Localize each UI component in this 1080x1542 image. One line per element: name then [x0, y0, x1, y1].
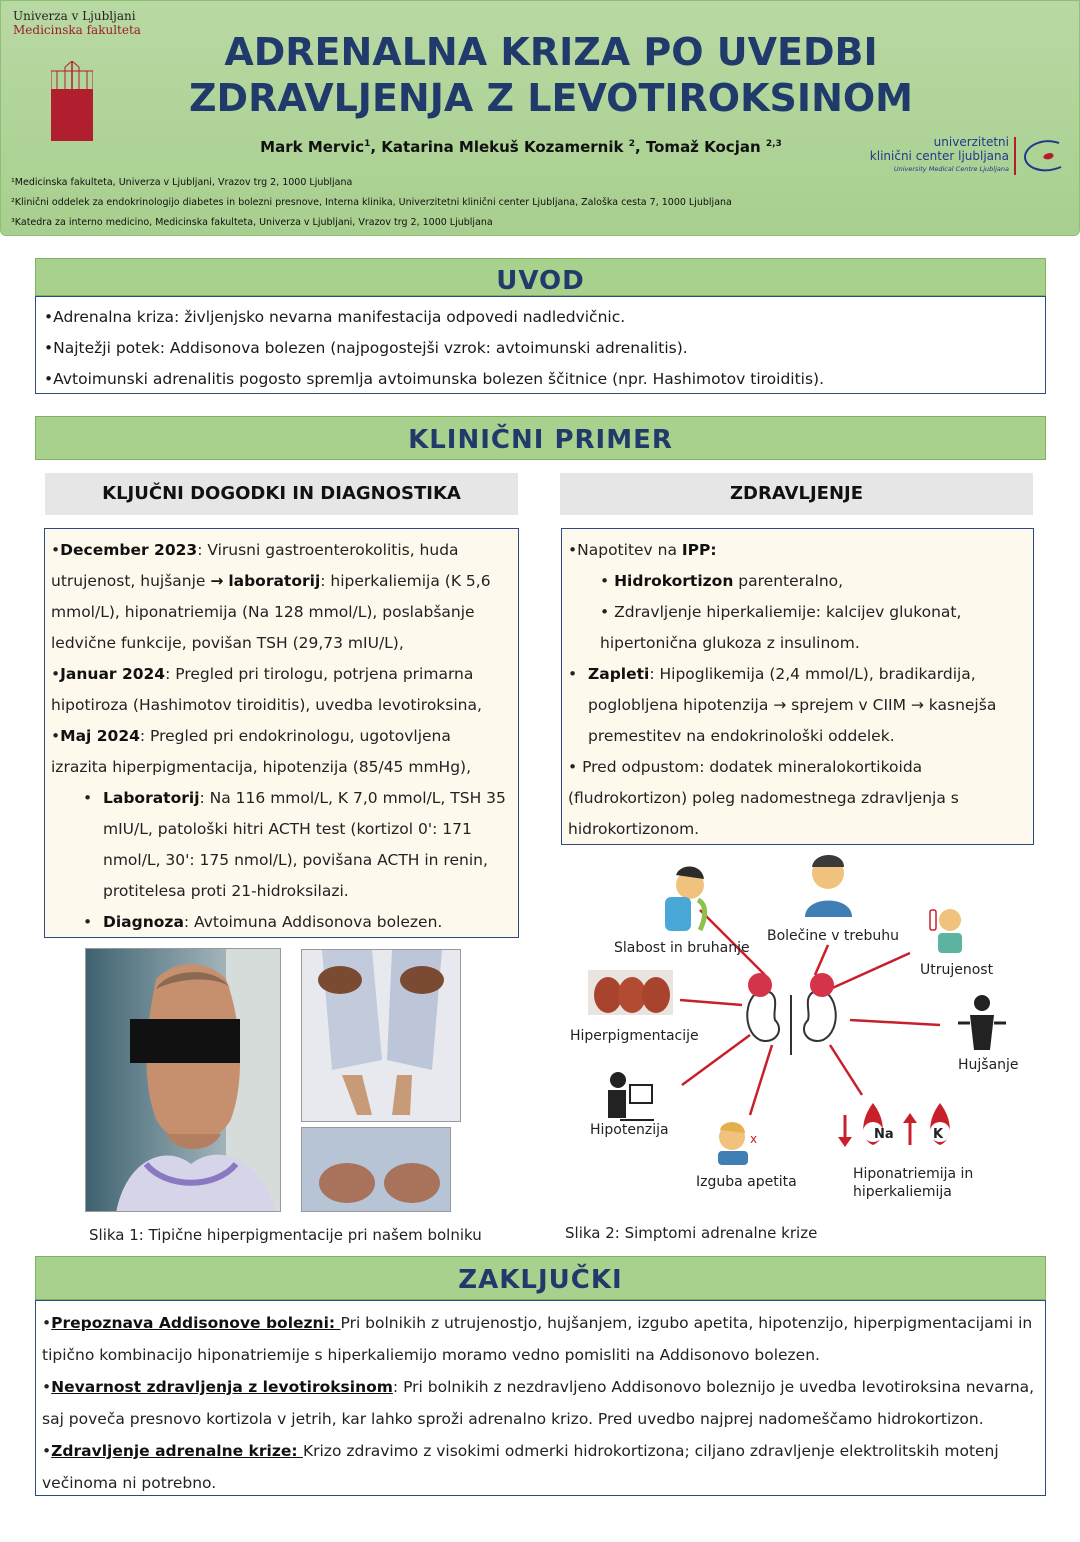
patient-hands-image: [302, 950, 461, 1122]
pigmented-hands-icon: [588, 970, 673, 1015]
author-3: , Tomaž Kocjan: [634, 138, 766, 156]
lab-label: Laboratorij: [103, 789, 200, 807]
conclusion-2: •Nevarnost zdravljenja z levotiroksinom: Pri bolnikih z nezdravljeno Addisonovo boleznijo je uvedba levotiroksina nevarna, saj poveča presnovo kortizola v jetrih, kar lahko sproži adrenalno krizo. Pred uvedbo najprej nadomeščamo hidrokortizon.: [42, 1378, 1035, 1428]
event-may: •Maj 2024: Pregled pri endokrinologu, ugotovljena izrazita hiperpigmentacija, hipotenzija (85/45 mmHg),: [51, 727, 472, 776]
key-events-heading: KLJUČNI DOGODKI IN DIAGNOSTIKA: [45, 473, 518, 515]
symptom-abdominal-pain: Bolečine v trebuhu: [767, 928, 899, 944]
kidneys-icon: [747, 973, 835, 1055]
conclusions-heading: ZAKLJUČKI: [35, 1256, 1046, 1300]
author-1: Mark Mervic: [260, 138, 365, 156]
diagnosis-label: Diagnoza: [103, 913, 184, 931]
december-label: December 2023: [60, 541, 198, 559]
faculty-crest-icon: [51, 61, 93, 141]
patient-palms-photo: [301, 1127, 451, 1212]
university-name: Univerza v Ljubljani: [13, 9, 136, 23]
symptom-electrolytes: [853, 1165, 973, 1201]
hydrocortisone-text: parenteralno,: [733, 572, 844, 590]
title-line-1: ADRENALNA KRIZA PO UVEDBI: [224, 30, 878, 74]
treatment-ipp: [568, 535, 1027, 566]
patient-hands-photo: [301, 949, 461, 1122]
svg-text:x: x: [750, 1132, 758, 1146]
ipp-label: IPP:: [681, 541, 717, 559]
poster-header: [0, 0, 1080, 236]
weight-loss-icon: [958, 995, 1006, 1050]
ukc-mark-icon: [1011, 133, 1067, 179]
potassium-label: K: [933, 1127, 944, 1142]
treatment-discharge: • Pred odpustom: dodatek mineralokortikoida (fludrokortizon) poleg nadomestnega zdravljenja s hidrokortizonom.: [568, 758, 959, 838]
uvod-heading: UVOD: [35, 258, 1046, 296]
appetite-loss-icon: [718, 1122, 757, 1165]
author-2: , Katarina Mlekuš Kozamernik: [370, 138, 629, 156]
december-text: : Virusni gastroenterokolitis, huda utrujenost, hujšanje: [51, 541, 459, 590]
symptom-electrolytes-line-1: Hiponatriemija in: [853, 1166, 974, 1182]
diagnosis-bullet: • Diagnoza: Avtoimuna Addisonova bolezen.: [83, 913, 443, 931]
hydrocortisone-label: Hidrokortizon: [614, 572, 734, 590]
treatment-hydrocortisone: • Hidrokortizon parenteralno,: [600, 572, 844, 590]
symptom-hyperpigmentation: Hiperpigmentacije: [570, 1028, 699, 1044]
conclusion-3-text: Krizo zdravimo z visokimi odmerki hidrokortizona; ciljano zdravljenje elektrolitskih motenj večinoma ni potrebno.: [42, 1442, 999, 1492]
symptom-hypotension: Hipotenzija: [590, 1122, 669, 1138]
affiliation-3: ³Katedra za interno medicino, Medicinska fakulteta, Univerza v Ljubljani, Vrazov trg 2, 1000 Ljubljana: [11, 217, 493, 228]
conclusion-1-text: Pri bolnikih z utrujenostjo, hujšanjem, izgubo apetita, hipotenzijo, hiperpigmentacijami in tipično kombinacijo hiponatriemije s hiperkaliemijo moramo vedno pomisliti na Addisonovo bolezen.: [42, 1314, 1033, 1364]
hyperkalemia-text: Zdravljenje hiperkaliemije: kalcijev glukonat, hipertonična glukoza z insulinom.: [600, 603, 962, 652]
conclusion-2-text: : Pri bolnikih z nezdravljeno Addisonovo boleznijo je uvedba levotiroksina nevarna, saj poveča presnovo kortizola v jetrih, kar lahko sproži adrenalno krizo. Pred uvedbo najprej nadomeščamo hidrokortizon.: [42, 1378, 1035, 1428]
sodium-label: Na: [874, 1127, 894, 1142]
january-text: : Pregled pri tirologu, potrjena primarna hipotiroza (Hashimotov tiroiditis), uvedba levotiroksina,: [51, 665, 482, 714]
affiliation-1: ¹Medicinska fakulteta, Univerza v Ljubljani, Vrazov trg 2, 1000 Ljubljana: [11, 177, 353, 188]
patient-face-image: [86, 949, 281, 1212]
ukc-logo: [861, 133, 1071, 183]
event-december: •December 2023: Virusni gastroenterokolitis, huda utrujenost, hujšanje → laboratorij: hiperkaliemija (K 5,6 mmol/L), hiponatriemija (Na 128 mmol/L), poslabšanje ledvične funkcije, povišan TSH (29,73 mIU/L),: [51, 541, 491, 652]
patient-face-photo: [85, 948, 281, 1212]
may-text: : Pregled pri endokrinologu, ugotovljena izrazita hiperpigmentacija, hipotenzija (85/45 mmHg),: [51, 727, 472, 776]
anonymization-bar: [130, 1019, 240, 1063]
abdominal-pain-icon: [805, 855, 852, 917]
treatment-heading: ZDRAVLJENJE: [560, 473, 1033, 515]
event-january: •Januar 2024: Pregled pri tirologu, potrjena primarna hipotiroza (Hashimotov tiroiditis), uvedba levotiroksina,: [51, 665, 482, 714]
ukc-line-1: univerzitetni: [933, 135, 1009, 149]
author-1-sup: 1: [364, 139, 371, 149]
ukc-line-2: klinični center ljubljana: [869, 149, 1009, 163]
fatigue-icon: [930, 909, 962, 953]
klinicni-heading: KLINIČNI PRIMER: [35, 416, 1046, 460]
december-lab-label: laboratorij: [228, 572, 321, 590]
uvod-box: [35, 296, 1046, 394]
complications-label: Zapleti: [588, 665, 650, 683]
title-line-2: ZDRAVLJENJA Z LEVOTIROKSINOM: [189, 76, 913, 120]
ipp-text: •Napotitev na: [568, 541, 682, 559]
may-label: Maj 2024: [60, 727, 140, 745]
nausea-icon: [665, 866, 705, 931]
figure-1-caption: Slika 1: Tipične hiperpigmentacije pri našem bolniku: [89, 1226, 482, 1244]
ukc-line-3: University Medical Centre Ljubljana: [893, 165, 1009, 173]
symptom-appetite-loss: Izguba apetita: [696, 1174, 797, 1190]
symptom-fatigue: Utrujenost: [920, 962, 994, 978]
symptom-electrolytes-line-2: hiperkaliemija: [853, 1184, 952, 1200]
uvod-item-1: •Adrenalna kriza: življenjsko nevarna manifestacija odpovedi nadledvičnic.: [44, 308, 626, 326]
figure-2-caption: Slika 2: Simptomi adrenalne krize: [565, 1224, 818, 1242]
lab-text: : Na 116 mmol/L, K 7,0 mmol/L, TSH 35 mIU/L, patološki hitri ACTH test (kortizol 0': 171 nmol/L, 30': 175 nmol/L), povišana ACTH in renin, protitelesa proti 21-hidroksilazi.: [103, 789, 506, 900]
conclusion-1-heading: Prepoznava Addisonove bolezni:: [51, 1314, 341, 1332]
faculty-name: Medicinska fakulteta: [13, 23, 141, 37]
key-events-box: [44, 528, 519, 938]
conclusion-1: •Prepoznava Addisonove bolezni: Pri bolnikih z utrujenostjo, hujšanjem, izgubo apetita, hipotenzijo, hiperpigmentacijami in tipično kombinacijo hiponatriemije s hiperkaliemijo moramo vedno pomisliti na Addisonovo bolezen.: [42, 1314, 1033, 1364]
authors: [201, 138, 841, 156]
conclusion-3-colon: :: [291, 1442, 303, 1460]
conclusion-3-heading: Zdravljenje adrenalne krize: [51, 1442, 292, 1460]
arrow-icon: →: [210, 572, 224, 590]
hypotension-icon: [608, 1072, 654, 1120]
treatment-box: [561, 528, 1034, 845]
author-3-sup: 2,3: [765, 139, 782, 149]
diagnosis-text: : Avtoimuna Addisonova bolezen.: [183, 913, 443, 931]
affiliation-2: ²Klinični oddelek za endokrinologijo diabetes in bolezni presnove, Interna klinika, Univerzitetni klinični center Ljubljana, Zaloška cesta 7, 1000 Ljubljana: [11, 197, 732, 208]
ukc-logo-text: [861, 135, 1009, 163]
january-label: Januar 2024: [60, 665, 166, 683]
uvod-item-3: •Avtoimunski adrenalitis pogosto spremlja avtoimunska bolezen ščitnice (npr. Hashimotov tiroiditis).: [44, 370, 825, 388]
poster-title: [121, 29, 981, 121]
conclusion-2-heading: Nevarnost zdravljenja z levotiroksinom: [51, 1378, 393, 1396]
treatment-hyperkalemia: • Zdravljenje hiperkaliemije: kalcijev glukonat, hipertonična glukoza z insulinom.: [600, 603, 962, 652]
conclusions-box: [35, 1300, 1046, 1496]
conclusion-3: •Zdravljenje adrenalne krize: Krizo zdravimo z visokimi odmerki hidrokortizona; ciljano zdravljenje elektrolitskih motenj večinoma ni potrebno.: [42, 1442, 999, 1492]
symptom-nausea: Slabost in bruhanje: [614, 940, 750, 956]
symptom-weight-loss: Hujšanje: [958, 1057, 1019, 1073]
uvod-item-2: •Najtežji potek: Addisonova bolezen (najpogostejši vzrok: avtoimunski adrenalitis).: [44, 339, 688, 357]
treatment-complications: • Zapleti: Hipoglikemija (2,4 mmol/L), bradikardija, poglobljena hipotenzija → sprejem v CIIM → kasnejša premestitev na endokrinološki oddelek.: [568, 665, 997, 745]
complications-text: : Hipoglikemija (2,4 mmol/L), bradikardija, poglobljena hipotenzija → sprejem v CIIM → kasnejša premestitev na endokrinološki oddelek.: [588, 665, 997, 745]
author-2-sup: 2: [628, 139, 635, 149]
lab-bullet: • Laboratorij: Na 116 mmol/L, K 7,0 mmol/L, TSH 35 mIU/L, patološki hitri ACTH test (kortizol 0': 171 nmol/L, 30': 175 nmol/L), povišana ACTH in renin, protitelesa proti 21-hidroksilazi.: [83, 789, 506, 900]
december-lab-text: : hiperkaliemija (K 5,6 mmol/L), hiponatriemija (Na 128 mmol/L), poslabšanje ledvične funkcije, povišan TSH (29,73 mIU/L),: [51, 572, 491, 652]
patient-palms-image: [302, 1128, 451, 1212]
